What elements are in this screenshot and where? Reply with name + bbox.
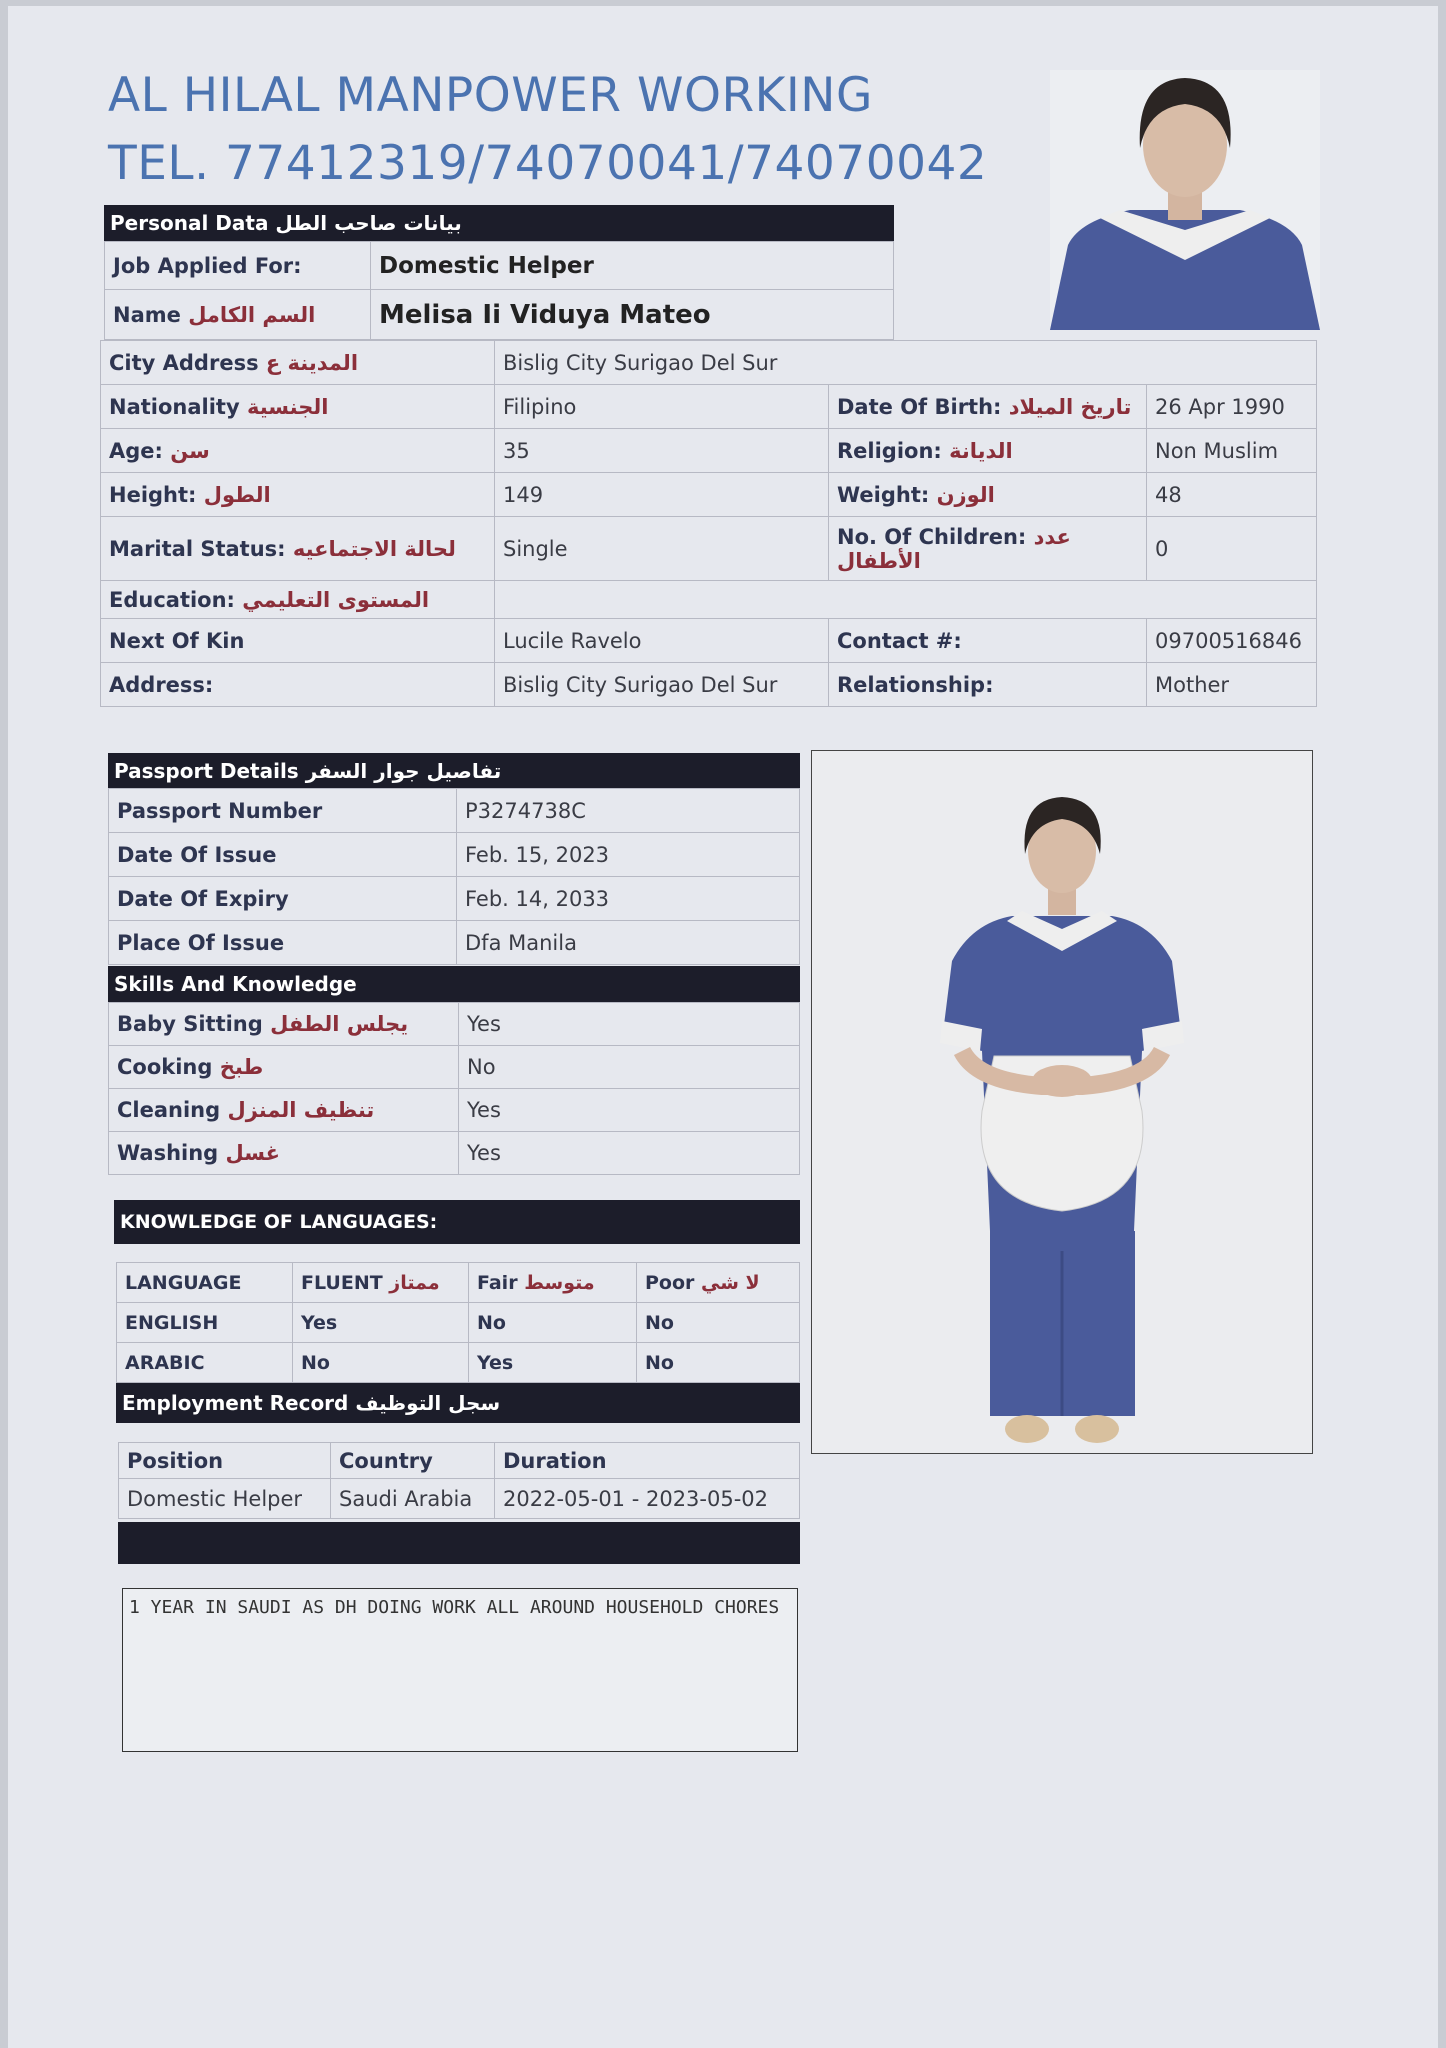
portrait-photo <box>1050 70 1320 330</box>
personal-value-secondary: 09700516846 <box>1147 619 1317 663</box>
personal-label: Age: سن <box>101 429 495 473</box>
language-cell: ARABIC <box>117 1343 293 1383</box>
employment-header-row <box>119 1443 800 1479</box>
employment-row <box>119 1479 800 1519</box>
passport-label: Passport Number <box>109 789 457 833</box>
personal-row <box>101 663 1317 707</box>
employment-table <box>118 1442 800 1519</box>
personal-value: Single <box>495 517 829 581</box>
skill-row <box>109 1046 800 1089</box>
skill-label: Washing غسل <box>109 1132 459 1175</box>
employment-header-cell: Position <box>119 1443 331 1479</box>
language-cell: No <box>293 1343 469 1383</box>
skills-table <box>108 1002 800 1175</box>
skills-header: Skills And Knowledge <box>108 966 800 1002</box>
language-cell: ENGLISH <box>117 1303 293 1343</box>
full-body-photo <box>811 750 1313 1454</box>
personal-value-secondary: Mother <box>1147 663 1317 707</box>
personal-label-secondary: Religion: الديانة <box>829 429 1147 473</box>
language-header-row <box>117 1263 800 1303</box>
skill-value: Yes <box>459 1003 800 1046</box>
language-header-cell: LANGUAGE <box>117 1263 293 1303</box>
passport-value: P3274738C <box>457 789 800 833</box>
personal-value: Lucile Ravelo <box>495 619 829 663</box>
personal-label: Nationality الجنسية <box>101 385 495 429</box>
name-label: Name السم الكامل <box>105 290 371 340</box>
remarks-box: 1 YEAR IN SAUDI AS DH DOING WORK ALL AROUND HOUSEHOLD CHORES <box>122 1588 798 1752</box>
employment-footer-bar <box>118 1522 800 1564</box>
passport-row <box>109 921 800 965</box>
employment-header-cell: Duration <box>495 1443 800 1479</box>
personal-value-secondary: 48 <box>1147 473 1317 517</box>
skill-row <box>109 1003 800 1046</box>
languages-table <box>116 1262 800 1383</box>
personal-row <box>101 385 1317 429</box>
personal-value: Bislig City Surigao Del Sur <box>495 663 829 707</box>
employment-record-header: Employment Record سجل التوظيف <box>116 1383 800 1423</box>
personal-label: City Address المدينة ع <box>101 341 495 385</box>
skill-label: Cleaning تنظيف المنزل <box>109 1089 459 1132</box>
language-cell: Yes <box>469 1343 637 1383</box>
name-value: Melisa Ii Viduya Mateo <box>371 290 894 340</box>
language-header-cell: Fair متوسط <box>469 1263 637 1303</box>
passport-label: Date Of Expiry <box>109 877 457 921</box>
job-applied-value: Domestic Helper <box>371 242 894 290</box>
job-name-table <box>104 241 894 340</box>
passport-value: Feb. 15, 2023 <box>457 833 800 877</box>
personal-label-secondary: Contact #: <box>829 619 1147 663</box>
personal-details-table <box>100 340 1317 707</box>
skill-row <box>109 1089 800 1132</box>
personal-value: 35 <box>495 429 829 473</box>
personal-label: Next Of Kin <box>101 619 495 663</box>
language-cell: No <box>469 1303 637 1343</box>
language-row <box>117 1303 800 1343</box>
skill-row <box>109 1132 800 1175</box>
passport-value: Feb. 14, 2033 <box>457 877 800 921</box>
passport-details-header: Passport Details تفاصيل جوار السفر <box>108 753 800 788</box>
skill-label: Baby Sitting يجلس الطفل <box>109 1003 459 1046</box>
language-cell: No <box>637 1303 800 1343</box>
personal-label-secondary: Weight: الوزن <box>829 473 1147 517</box>
skill-label: Cooking طبخ <box>109 1046 459 1089</box>
personal-value <box>495 581 1317 619</box>
personal-label: Education: المستوى التعليمي <box>101 581 495 619</box>
personal-row <box>101 581 1317 619</box>
language-header-cell: FLUENT ممتاز <box>293 1263 469 1303</box>
employment-cell: Saudi Arabia <box>331 1479 495 1519</box>
personal-value: Filipino <box>495 385 829 429</box>
agency-name: AL HILAL MANPOWER WORKING <box>108 68 873 123</box>
personal-data-header: Personal Data بيانات صاحب الطل <box>104 205 894 241</box>
passport-table <box>108 788 800 965</box>
language-cell: No <box>637 1343 800 1383</box>
personal-label: Height: الطول <box>101 473 495 517</box>
personal-value-secondary: 26 Apr 1990 <box>1147 385 1317 429</box>
personal-label-secondary: No. Of Children: عدد الأطفال <box>829 517 1147 581</box>
personal-value-secondary: Non Muslim <box>1147 429 1317 473</box>
personal-value-secondary: 0 <box>1147 517 1317 581</box>
skill-value: No <box>459 1046 800 1089</box>
skill-value: Yes <box>459 1132 800 1175</box>
passport-row <box>109 833 800 877</box>
employment-cell: 2022-05-01 - 2023-05-02 <box>495 1479 800 1519</box>
personal-label-secondary: Relationship: <box>829 663 1147 707</box>
languages-header: KNOWLEDGE OF LANGUAGES: <box>114 1200 800 1244</box>
passport-row <box>109 789 800 833</box>
passport-value: Dfa Manila <box>457 921 800 965</box>
skill-value: Yes <box>459 1089 800 1132</box>
agency-telephone: TEL. 77412319/74070041/74070042 <box>108 136 988 191</box>
personal-row <box>101 429 1317 473</box>
personal-row <box>101 517 1317 581</box>
personal-label-secondary: Date Of Birth: تاريخ الميلاد <box>829 385 1147 429</box>
passport-label: Place Of Issue <box>109 921 457 965</box>
language-row <box>117 1343 800 1383</box>
language-header-cell: Poor لا شي <box>637 1263 800 1303</box>
personal-label: Address: <box>101 663 495 707</box>
personal-row <box>101 473 1317 517</box>
passport-label: Date Of Issue <box>109 833 457 877</box>
language-cell: Yes <box>293 1303 469 1343</box>
personal-row <box>101 341 1317 385</box>
personal-value: 149 <box>495 473 829 517</box>
employment-cell: Domestic Helper <box>119 1479 331 1519</box>
job-applied-label: Job Applied For: <box>105 242 371 290</box>
personal-value: Bislig City Surigao Del Sur <box>495 341 1317 385</box>
personal-row <box>101 619 1317 663</box>
passport-row <box>109 877 800 921</box>
employment-header-cell: Country <box>331 1443 495 1479</box>
personal-label: Marital Status: لحالة الاجتماعيه <box>101 517 495 581</box>
